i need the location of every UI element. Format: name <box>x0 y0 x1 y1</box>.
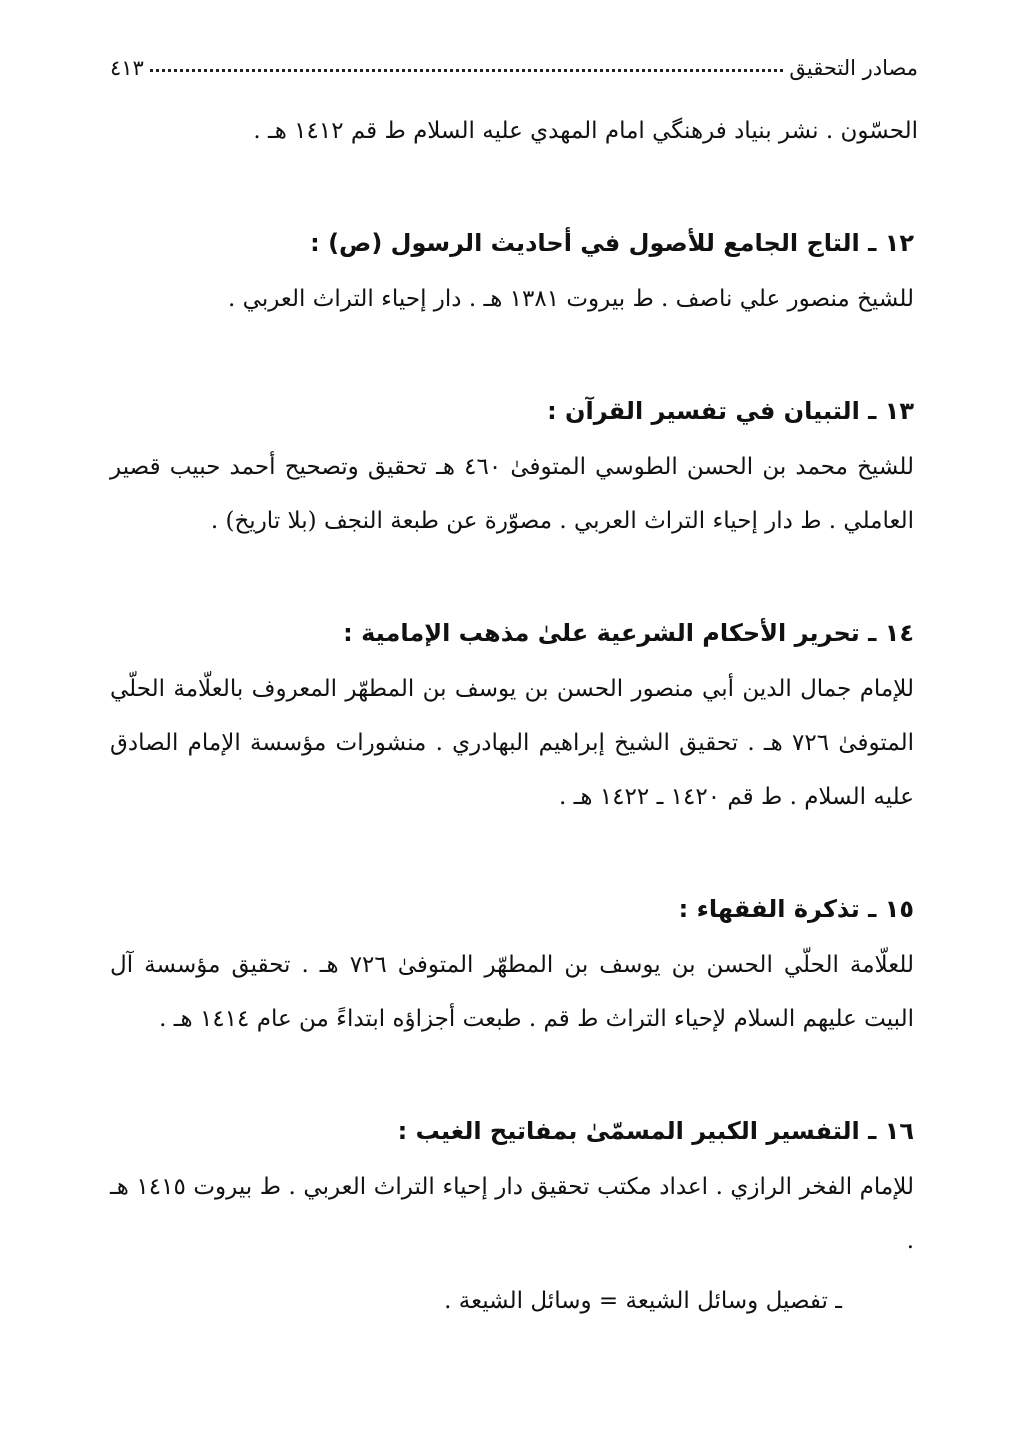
bibliography-entry-15 <box>110 880 918 1046</box>
entry-title: ١٢ ـ التاج الجامع للأصول في أحاديث الرسول (ص) : <box>310 229 914 257</box>
page-body <box>110 100 918 1328</box>
entry-title: ١٥ ـ تذكرة الفقهاء : <box>678 895 914 923</box>
entry-title: ١٣ ـ التبيان في تفسير القرآن : <box>547 397 914 425</box>
entry-body: للشيخ منصور علي ناصف . ط بيروت ١٣٨١ هـ . دار إحياء التراث العربي . <box>228 286 914 312</box>
page-number: ٤١٣ <box>110 56 144 80</box>
entry-title: ١٦ ـ التفسير الكبير المسمّىٰ بمفاتيح الغيب : <box>397 1117 914 1145</box>
cross-reference: ـ تفصيل وسائل الشيعة = وسائل الشيعة . <box>444 1288 842 1314</box>
bibliography-entry-14 <box>110 604 918 824</box>
header-dot-leader <box>150 69 784 72</box>
entry-body: للإمام جمال الدين أبي منصور الحسن بن يوسف بن المطهّر المعروف بالعلّامة الحلّي المتوفىٰ ٧٢٦ هـ . تحقيق الشيخ إبراهيم البهادري . منشورات مؤسسة الإمام الصادق عليه السلام . ط قم ١٤٢٠ ـ ١٤٢٢ هـ . <box>110 676 914 810</box>
continued-entry-line: الحسّون . نشر بنياد فرهنگي امام المهدي عليه السلام ط قم ١٤١٢ هـ . <box>253 118 918 144</box>
bibliography-entry-12 <box>110 214 918 326</box>
entry-body: للإمام الفخر الرازي . اعداد مكتب تحقيق دار إحياء التراث العربي . ط بيروت ١٤١٥ هـ . <box>110 1174 914 1254</box>
running-header-title: مصادر التحقيق <box>789 56 918 80</box>
running-header <box>110 40 918 80</box>
entry-body: للشيخ محمد بن الحسن الطوسي المتوفىٰ ٤٦٠ هـ تحقيق وتصحيح أحمد حبيب قصير العاملي . ط دار إحياء التراث العربي . مصوّرة عن طبعة النجف (بلا تاريخ) . <box>110 454 914 534</box>
entry-title: ١٤ ـ تحرير الأحكام الشرعية علىٰ مذهب الإمامية : <box>343 619 914 647</box>
bibliography-entry-16 <box>110 1102 918 1268</box>
bibliography-entry-13 <box>110 382 918 548</box>
entry-body: للعلّامة الحلّي الحسن بن يوسف بن المطهّر المتوفىٰ ٧٢٦ هـ . تحقيق مؤسسة آل البيت عليهم السلام لإحياء التراث ط قم . طبعت أجزاؤه ابتداءً من عام ١٤١٤ هـ . <box>110 952 914 1032</box>
